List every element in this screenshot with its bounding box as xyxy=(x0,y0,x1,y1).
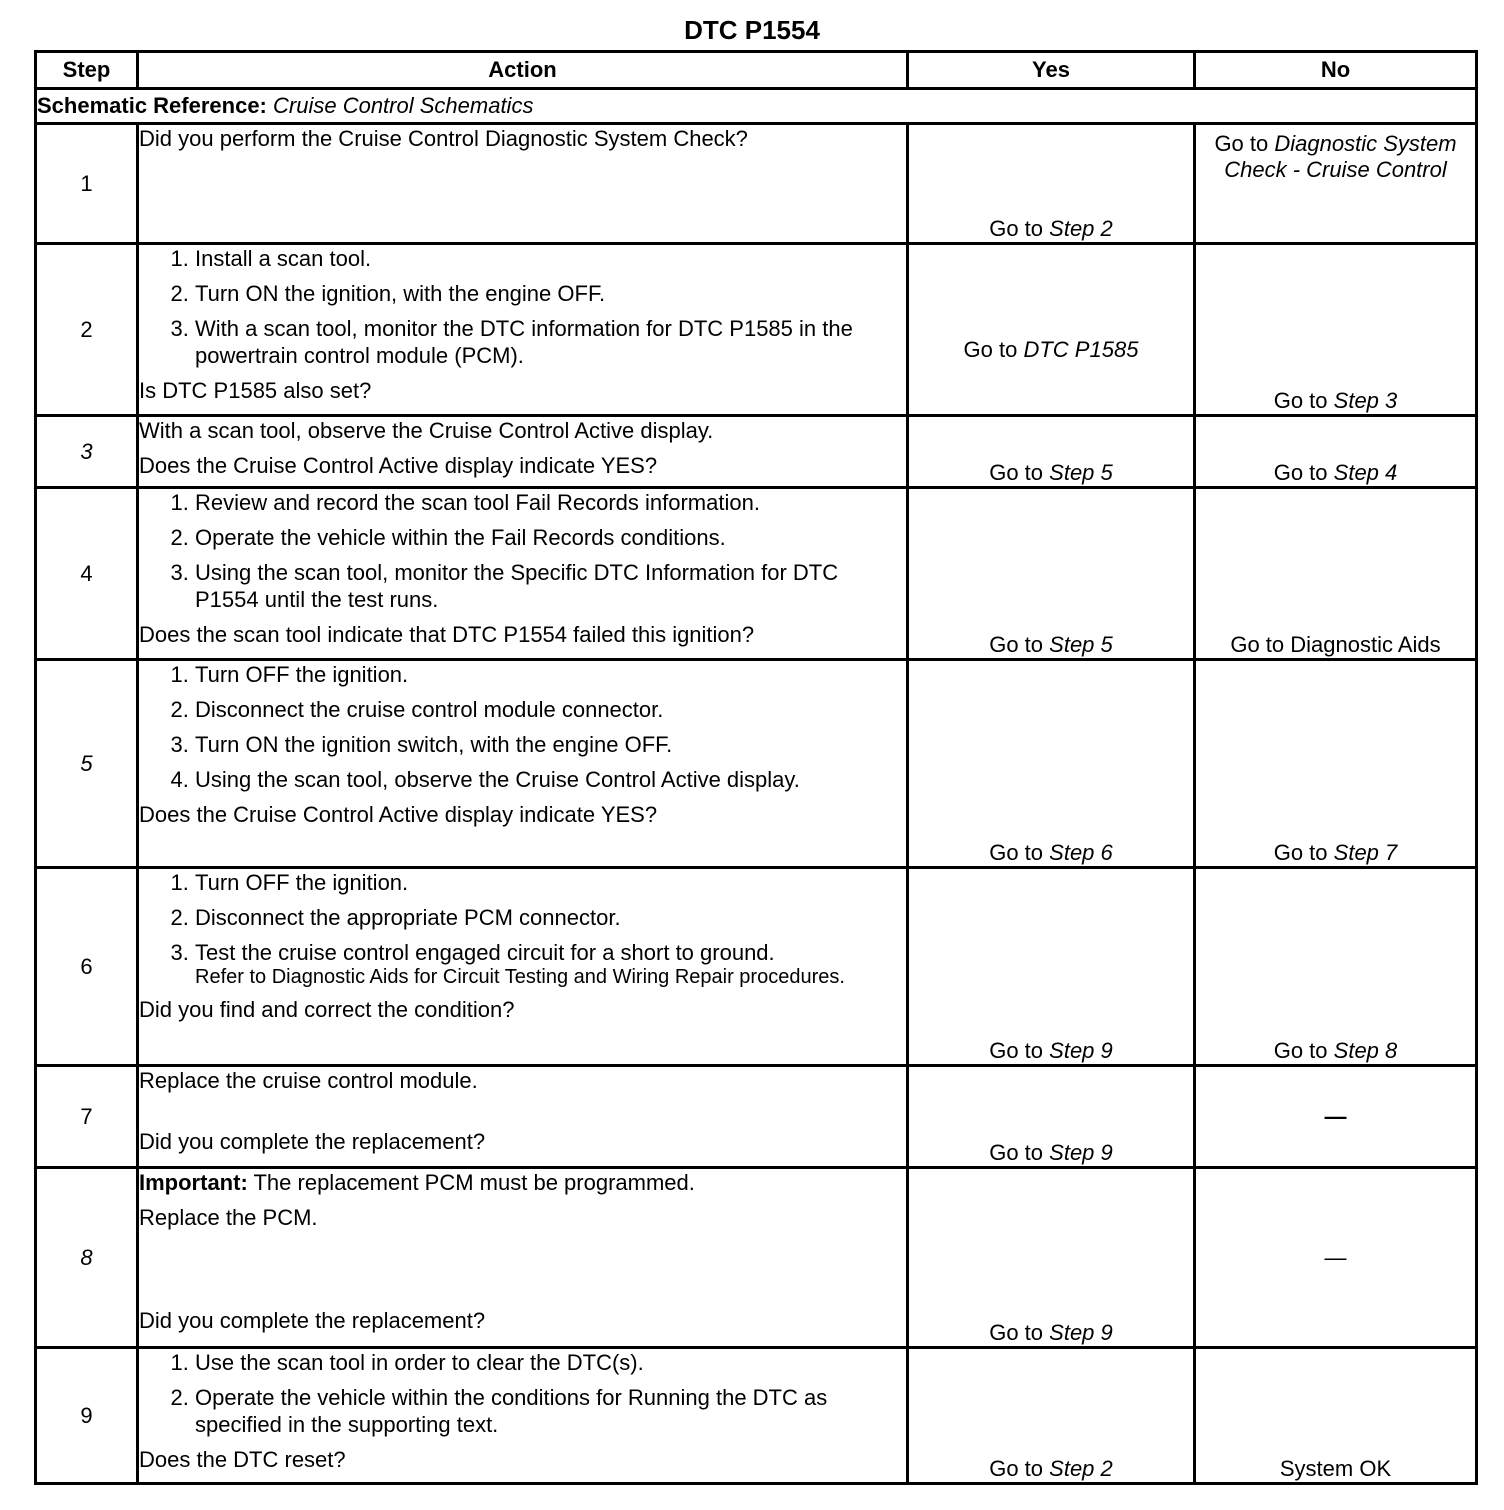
go-to-text: Go to xyxy=(989,840,1044,865)
go-to-text: Go to xyxy=(963,336,1018,362)
table-row xyxy=(36,416,1477,488)
table-row xyxy=(36,660,1477,868)
no-link[interactable]: Step 7 xyxy=(1333,840,1398,865)
step-number: 7 xyxy=(36,1066,138,1168)
list-item: 2. Operate the vehicle within the conditions for Running the DTC as specified in the supporting text. xyxy=(195,1384,906,1438)
yes-cell xyxy=(908,1066,1195,1168)
list-item-text: Test the cruise control engaged circuit for a short to ground. xyxy=(195,940,775,965)
table-row xyxy=(36,1168,1477,1348)
no-cell xyxy=(1195,1348,1477,1484)
list-item: 3. With a scan tool, monitor the DTC information for DTC P1585 in the powertrain control module (PCM). xyxy=(195,315,906,369)
go-to-text: Go to xyxy=(989,460,1044,485)
table-row xyxy=(36,488,1477,660)
step-question: Does the DTC reset? xyxy=(139,1447,346,1472)
header-yes: Yes xyxy=(908,52,1195,89)
action-cell xyxy=(138,1066,908,1168)
yes-link[interactable]: Step 9 xyxy=(1049,1140,1113,1165)
yes-cell xyxy=(908,244,1195,416)
list-item: 1. Review and record the scan tool Fail Records information. xyxy=(195,489,906,516)
dash-mark: — xyxy=(1324,1103,1347,1129)
step-number: 4 xyxy=(36,488,138,660)
table-row xyxy=(36,1066,1477,1168)
action-cell xyxy=(138,660,908,868)
instruction-list xyxy=(139,869,906,988)
list-item: 2. Disconnect the cruise control module connector. xyxy=(195,696,906,723)
yes-cell xyxy=(908,1348,1195,1484)
list-item: 2. Operate the vehicle within the Fail Records conditions. xyxy=(195,524,906,551)
list-item: 2. Disconnect the appropriate PCM connector. xyxy=(195,904,906,931)
no-cell xyxy=(1195,660,1477,868)
step-number: 1 xyxy=(36,124,138,244)
action-cell xyxy=(138,1168,908,1348)
step-question: Did you complete the replacement? xyxy=(139,1308,486,1333)
go-to-text: Go to xyxy=(989,216,1044,241)
yes-link[interactable]: DTC P1585 xyxy=(1023,336,1139,362)
go-to-text: Go to xyxy=(1214,131,1269,156)
no-cell xyxy=(1195,1168,1477,1348)
header-step: Step xyxy=(36,52,138,89)
step-number: 8 xyxy=(36,1168,138,1348)
yes-cell xyxy=(908,1168,1195,1348)
table-row xyxy=(36,124,1477,244)
yes-cell xyxy=(908,488,1195,660)
yes-cell xyxy=(908,124,1195,244)
go-to-text: Go to xyxy=(989,1140,1044,1165)
step-question: Is DTC P1585 also set? xyxy=(139,378,372,403)
header-action: Action xyxy=(138,52,908,89)
table-row xyxy=(36,244,1477,416)
list-item: 4. Using the scan tool, observe the Cruise Control Active display. xyxy=(195,766,906,793)
no-cell xyxy=(1195,868,1477,1066)
step-number: 6 xyxy=(36,868,138,1066)
yes-link[interactable]: Step 6 xyxy=(1049,840,1113,865)
go-to-text: Go to xyxy=(989,1456,1044,1481)
no-result: System OK xyxy=(1279,1456,1392,1481)
instruction-list xyxy=(139,661,906,793)
step-instruction: Replace the cruise control module. xyxy=(139,1068,478,1093)
go-to-text: Go to xyxy=(1273,388,1328,413)
go-to-text: Go to xyxy=(1273,460,1328,485)
list-item: 3. Turn ON the ignition switch, with the engine OFF. xyxy=(195,731,906,758)
action-cell xyxy=(138,868,908,1066)
list-item: 1. Install a scan tool. xyxy=(195,245,906,272)
schematic-label: Schematic Reference: xyxy=(37,93,267,118)
yes-link[interactable]: Step 9 xyxy=(1049,1038,1113,1063)
yes-cell xyxy=(908,660,1195,868)
no-cell xyxy=(1195,124,1477,244)
no-link[interactable]: Diagnostic System Check - Cruise Control xyxy=(1224,131,1457,182)
instruction-list xyxy=(139,245,906,369)
action-cell xyxy=(138,488,908,660)
step-number: 9 xyxy=(36,1348,138,1484)
action-cell xyxy=(138,244,908,416)
action-cell xyxy=(138,416,908,488)
yes-cell xyxy=(908,416,1195,488)
schematic-link[interactable]: Cruise Control Schematics xyxy=(273,93,534,118)
no-link[interactable]: Step 4 xyxy=(1333,460,1398,485)
action-cell xyxy=(138,124,908,244)
list-item: 2. Turn ON the ignition, with the engine OFF. xyxy=(195,280,906,307)
step-instruction: With a scan tool, observe the Cruise Control Active display. xyxy=(139,418,714,443)
list-item xyxy=(195,939,906,988)
step-number: 2 xyxy=(36,244,138,416)
instruction-list xyxy=(139,1349,906,1438)
step-question: Does the scan tool indicate that DTC P1554 failed this ignition? xyxy=(139,622,755,647)
step-question: Does the Cruise Control Active display indicate YES? xyxy=(139,453,658,478)
no-link[interactable]: Go to Diagnostic Aids xyxy=(1230,632,1441,657)
step-question: Did you complete the replacement? xyxy=(139,1129,486,1154)
no-link[interactable]: Step 3 xyxy=(1333,388,1398,413)
table-row xyxy=(36,1348,1477,1484)
no-link[interactable]: Step 8 xyxy=(1333,1038,1398,1063)
yes-link[interactable]: Step 9 xyxy=(1049,1320,1113,1345)
go-to-text: Go to xyxy=(1273,1038,1328,1063)
dash-mark: — xyxy=(1324,1244,1347,1270)
yes-link[interactable]: Step 2 xyxy=(1049,216,1113,241)
no-cell xyxy=(1195,244,1477,416)
yes-link[interactable]: Step 5 xyxy=(1049,460,1113,485)
step-question: Did you perform the Cruise Control Diagnostic System Check? xyxy=(139,126,748,151)
step-instruction: Replace the PCM. xyxy=(139,1205,318,1230)
instruction-list xyxy=(139,489,906,613)
go-to-text: Go to xyxy=(989,1320,1044,1345)
step-question: Did you find and correct the condition? xyxy=(139,997,515,1022)
go-to-text: Go to xyxy=(989,632,1044,657)
important-label: Important: xyxy=(139,1170,248,1195)
list-item: 1. Use the scan tool in order to clear the DTC(s). xyxy=(195,1349,906,1376)
step-question: Does the Cruise Control Active display indicate YES? xyxy=(139,802,658,827)
list-item: 1. Turn OFF the ignition. xyxy=(195,661,906,688)
action-cell xyxy=(138,1348,908,1484)
diagnostic-table xyxy=(34,50,1478,1485)
repair-note: Refer to Diagnostic Aids for Circuit Testing and Wiring Repair procedures. xyxy=(195,966,845,988)
important-text: The replacement PCM must be programmed. xyxy=(253,1170,695,1195)
yes-link[interactable]: Step 2 xyxy=(1049,1456,1113,1481)
page-title: DTC P1554 xyxy=(684,15,820,45)
header-row xyxy=(36,52,1477,89)
no-cell xyxy=(1195,1066,1477,1168)
header-no: No xyxy=(1195,52,1477,89)
go-to-text: Go to xyxy=(989,1038,1044,1063)
yes-link[interactable]: Step 5 xyxy=(1049,632,1113,657)
step-number: 3 xyxy=(36,416,138,488)
step-number: 5 xyxy=(36,660,138,868)
important-note xyxy=(139,1169,906,1196)
list-item: 1. Turn OFF the ignition. xyxy=(195,869,906,896)
schematic-row xyxy=(36,89,1477,124)
list-item: 3. Using the scan tool, monitor the Specific DTC Information for DTC P1554 until the test runs. xyxy=(195,559,906,613)
table-row xyxy=(36,868,1477,1066)
no-cell xyxy=(1195,488,1477,660)
no-cell xyxy=(1195,416,1477,488)
go-to-text: Go to xyxy=(1273,840,1328,865)
yes-cell xyxy=(908,868,1195,1066)
